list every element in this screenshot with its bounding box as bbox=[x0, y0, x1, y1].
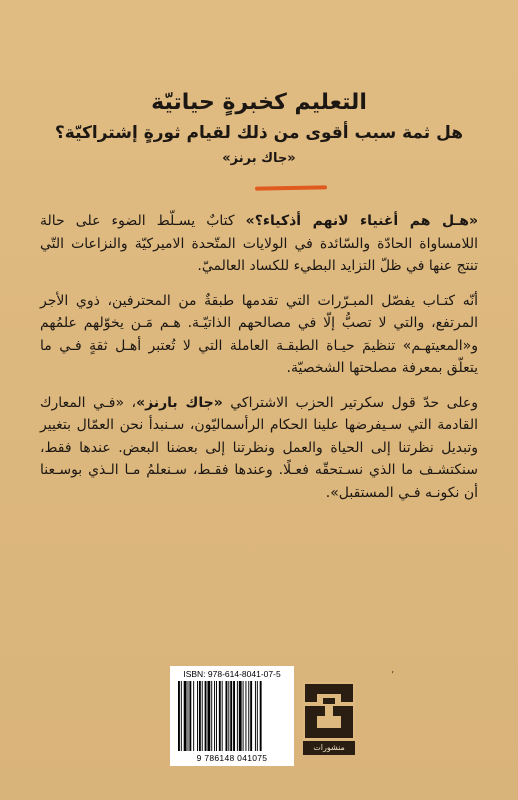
barcode-bar bbox=[207, 681, 210, 751]
blurb-paragraph-3-lead: وعلى حدّ قول سكرتير الحزب الاشتراكي bbox=[222, 394, 479, 411]
barcode-bar bbox=[216, 681, 217, 751]
book-title: التعليم كخبرةٍ حياتيّة bbox=[151, 90, 367, 115]
barcode-bar bbox=[260, 681, 262, 751]
barcode-bar bbox=[202, 681, 203, 751]
isbn-label: ISBN: 978-614-8041-07-5 bbox=[183, 669, 281, 679]
barcode-bar bbox=[230, 681, 232, 751]
barcode-bar bbox=[178, 681, 180, 751]
corner-mark: ’ bbox=[391, 670, 395, 681]
barcode-bar bbox=[197, 681, 198, 751]
book-author: «جاك برنز» bbox=[222, 151, 296, 166]
blurb-paragraph-1-text: كتابٌ يسـلّط الضوء على حالة اللامساواة الحادّة والسّائدة في الولايات المتّحدة الاميركيّة والنزاعات التّي تنتج عنها في ظلّ التزايد البطيء للكساد العالميّ. bbox=[40, 213, 478, 274]
barcode-bar bbox=[257, 681, 258, 751]
book-subtitle: هل ثمة سبب أقوى من ذلك لقيام ثورةٍ إشتراكيّة؟ bbox=[54, 123, 464, 143]
blurb-paragraph-2: أنّه كتـاب يفصّل المبـرّرات التي تقدمها طبقةٌ من المحترفين، ذوي الأجر المرتفع، والتي لا تصبُّ إلّا في مصالحهم الذاتيّـة. هـم مَـن يخوّلهم علمُهم و«المعيتهـم» تنظيمَ حيـاة الطبقـة العاملة التي لا تُعتبر أهـل ثقةٍ فـي ما يتعلّق بمعرفة مصلحتها الشخصيّة. bbox=[40, 292, 478, 376]
barcode-bar bbox=[239, 681, 242, 751]
barcode-bar bbox=[205, 681, 207, 751]
barcode-bar bbox=[255, 681, 256, 751]
title-block bbox=[24, 88, 494, 170]
barcode-bar bbox=[248, 681, 249, 751]
barcode-bar bbox=[228, 681, 229, 751]
barcode-bar bbox=[237, 681, 238, 751]
barcode-bar bbox=[233, 681, 235, 751]
barcode-bar bbox=[222, 681, 223, 751]
blurb-quote-author: «جاك بارنز» bbox=[136, 394, 223, 411]
barcode-bar bbox=[243, 681, 244, 751]
barcode-bar bbox=[250, 681, 252, 751]
blurb-paragraph-3-text: ، «فـي المعارك القادمة التي سـيفرضها علينا الحكام الرأسماليّون، سـنبدأ نحن العمّال بتغيير وتبديل نظرتنا إلى الحياة والعمل ونظرتنا إلى بعضنا البعض. عندها فقط، سنكتشـف ما الذي نسـتحقّه فعـلًا. وعندها فقـط، سـنعلمُ مـا الـذي بوسـعنا أن نكونـه فـي المستقبل». bbox=[40, 394, 478, 501]
publisher-logo-icon bbox=[303, 682, 355, 740]
barcode-bar bbox=[219, 681, 221, 751]
barcode-bar bbox=[184, 681, 187, 751]
blurb-text bbox=[40, 210, 478, 516]
barcode-bar bbox=[199, 681, 201, 751]
barcode-bar bbox=[188, 681, 189, 751]
barcode-graphic bbox=[176, 681, 288, 751]
isbn-number: 9 786148 041075 bbox=[196, 753, 268, 763]
barcode-bar bbox=[181, 681, 182, 751]
blurb-book-title: «هـل هم أغنياء لانهم أذكياء؟» bbox=[245, 213, 478, 229]
barcode-bar bbox=[189, 681, 191, 751]
barcode-bar bbox=[245, 681, 246, 751]
barcode-bar bbox=[214, 681, 215, 751]
barcode-bar bbox=[226, 681, 228, 751]
blurb-paragraph-1 bbox=[40, 210, 478, 278]
isbn-barcode-box bbox=[170, 666, 294, 766]
blurb-paragraph-3 bbox=[40, 392, 478, 505]
barcode-bar bbox=[193, 681, 194, 751]
accent-underline bbox=[255, 185, 327, 190]
barcode-bar bbox=[211, 681, 212, 751]
publisher-caption: منشورات bbox=[303, 741, 355, 755]
